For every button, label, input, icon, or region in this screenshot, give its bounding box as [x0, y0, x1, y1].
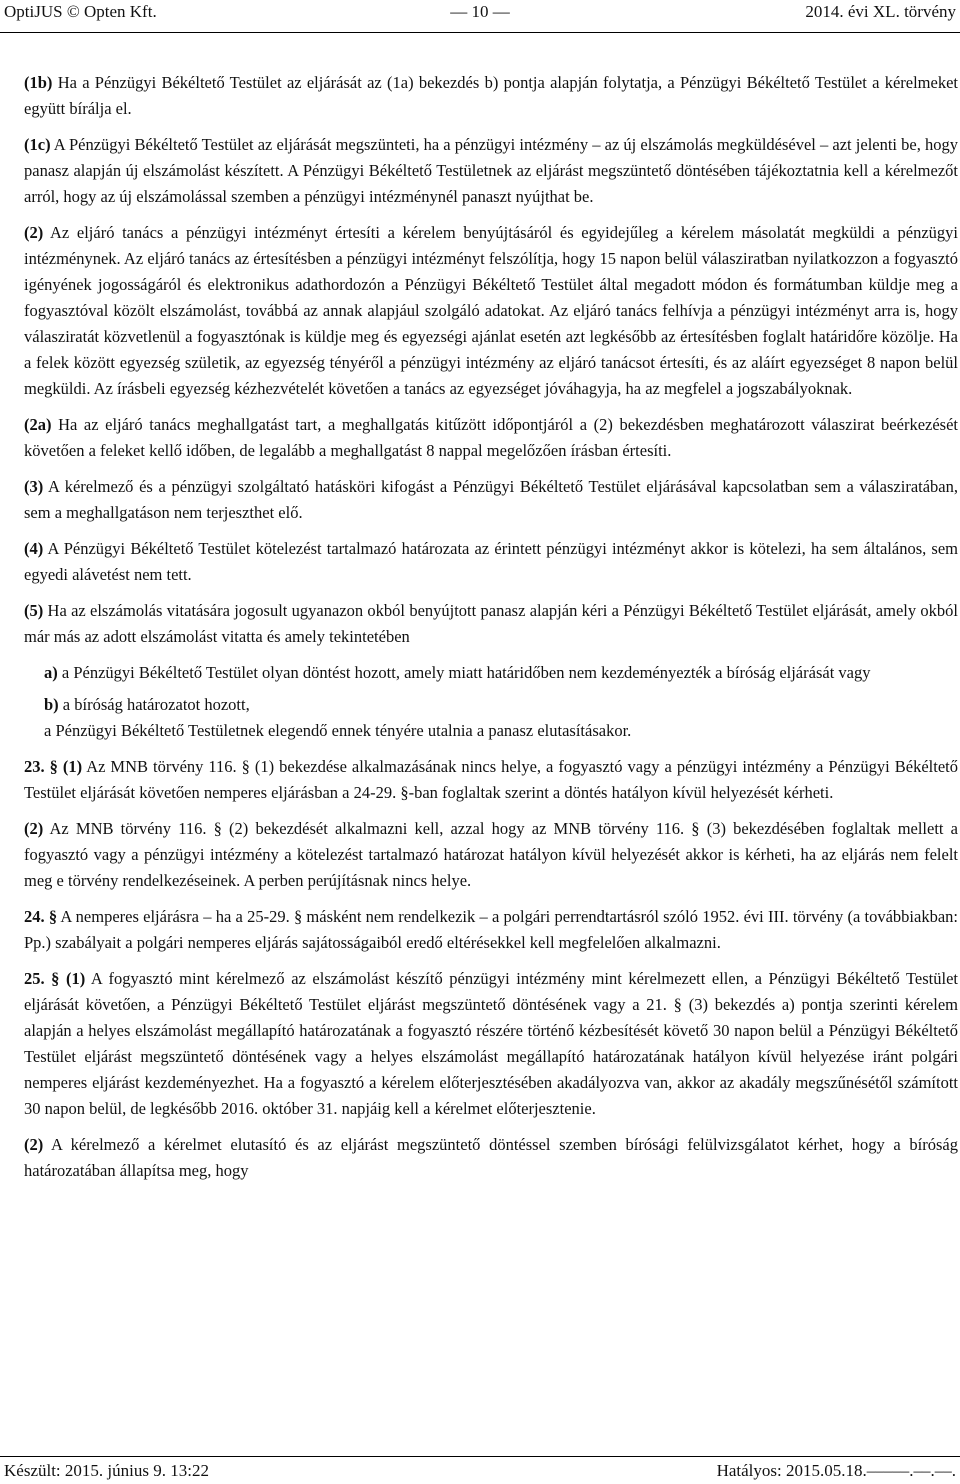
section-23-1: 23. § (1) Az MNB törvény 116. § (1) bekezdése alkalmazásának nincs helye, a fogyasztó vagy a pénzügyi intézmény a Pénzügyi Békéltető Testület eljárását követően nemperes eljárásban a 24-29. §-ban foglaltak szerint a döntés hatályon kívül helyezését kérheti. — [24, 757, 958, 802]
header-rule — [0, 32, 960, 33]
header-law-title: 2014. évi XL. törvény — [805, 2, 956, 21]
page-footer — [0, 1461, 960, 1481]
list-item-a: a) a Pénzügyi Békéltető Testület olyan döntést hozott, amely miatt határidőben nem kezdeményezték a bíróság eljárását vagy — [44, 663, 871, 682]
paragraph-3: (3) A kérelmező és a pénzügyi szolgáltató hatásköri kifogást a Pénzügyi Békéltető Testület eljárásával kapcsolatban sem a válasziratában, sem a meghallgatáson nem terjeszthet elő. — [24, 477, 958, 522]
paragraph-2: (2) Az eljáró tanács a pénzügyi intézményt értesíti a kérelem benyújtásáról és egyidejűleg a kérelem másolatát megküldi a pénzügyi intézménynek. Az eljáró tanács az értesítésben a pénzügyi intézményt felszólítja, hogy 15 napon belül válasziratban nyilatkozzon a fogyasztó igényének jogosságáról és elektronikus adathordozón a Pénzügyi Békéltető Testület által megadott módon és formátumban küldje meg a fogyasztóval közölt elszámolást, továbbá az annak alapjául szolgáló adatokat. Az eljáró tanács felhívja a pénzügyi intézményt arra is, hogy válasziratát közvetlenül a fogyasztónak is küldje meg és egyezségi ajánlat esetén azt legkésőbb az értesítésben foglalt határidőre közölje. Ha a felek között egyezség születik, az egyezség tényéről a pénzügyi intézmény az eljáró tanácsot értesíti, és az aláírt egyezséget 8 napon belül megküldi. Az írásbeli egyezség kézhezvételét követően a tanács az egyezséget jóváhagyja, ha az megfelel a jogszabályoknak. — [24, 223, 958, 398]
footer-effective: Hatályos: 2015.05.18.–––––.––.––. — [716, 1461, 956, 1480]
list-closing: a Pénzügyi Békéltető Testületnek elegendő ennek tényére utalnia a panasz elutasításakor. — [44, 721, 632, 740]
list-item-b: b) a bíróság határozatot hozott, — [44, 695, 250, 714]
header-publisher: OptiJUS © Opten Kft. — [4, 2, 157, 21]
section-25-2: (2) A kérelmező a kérelmet elutasító és az eljárást megszüntető döntéssel szemben bírósági felülvizsgálatot kérhet, hogy a bíróság határozatában állapítsa meg, hogy — [24, 1135, 958, 1180]
paragraph-2a: (2a) Ha az eljáró tanács meghallgatást tart, a meghallgatás kitűzött időpontjáról a (2) bekezdésben meghatározott válaszirat beérkezését követően a feleket kellő időben, de legalább a meghallgatást 8 nappal megelőzően írásban értesíti. — [24, 415, 958, 460]
page-number: — 10 — — [450, 2, 510, 21]
section-24: 24. § A nemperes eljárásra – ha a 25-29. § másként nem rendelkezik – a polgári perrendtartásról szóló 1952. évi III. törvény (a továbbiakban: Pp.) szabályait a polgári nemperes eljárás sajátosságaiból eredő eltérésekkel kell megfelelően alkalmazni. — [24, 907, 958, 952]
paragraph-1c: (1c) A Pénzügyi Békéltető Testület az eljárását megszünteti, ha a pénzügyi intézmény – az új elszámolás megküldésével – azt jelenti be, hogy panasz alapján új elszámolást készített. A Pénzügyi Békéltető Testületnek az eljárást megszüntető döntésében tájékoztatnia kell a kérelmezőt arról, hogy az új elszámolással szemben a pénzügyi intézménynél panaszt nyújthat be. — [24, 135, 958, 206]
document-body — [24, 70, 958, 1194]
paragraph-1b: (1b) Ha a Pénzügyi Békéltető Testület az eljárását az (1a) bekezdés b) pontja alapján folytatja, a Pénzügyi Békéltető Testület a kérelmeket együtt bírálja el. — [24, 73, 958, 118]
paragraph-5: (5) Ha az elszámolás vitatására jogosult ugyanazon okból benyújtott panasz alapján kéri a Pénzügyi Békéltető Testület eljárását, amely okból már más az adott elszámolást vitatta és amely tekintetében — [24, 601, 958, 646]
footer-created: Készült: 2015. június 9. 13:22 — [4, 1461, 209, 1480]
section-25-1: 25. § (1) A fogyasztó mint kérelmező az elszámolást készítő pénzügyi intézmény mint kérelmezett ellen, a Pénzügyi Békéltető Testület eljárását követően, a Pénzügyi Békéltető Testület eljárást megszüntető döntésének vagy a 21. § (3) bekezdés a) pontja szerinti kérelem alapján a helyes elszámolást megállapító határozatának a fogyasztó részére történő kézbesítését követő 30 napon belül a Pénzügyi Békéltető Testület eljárást megszüntető döntésének vagy a helyes elszámolást megállapító határozatának hatályon kívül helyezése iránt polgári nemperes eljárást kezdeményezhet. Ha a fogyasztó a kérelem előterjesztésében akadályozva van, akkor az akadály megszűnésétől számított 30 napon belül, de legkésőbb 2016. október 31. napjáig kell a kérelmet előterjesztenie. — [24, 969, 958, 1118]
page-header — [0, 0, 960, 30]
section-23-2: (2) Az MNB törvény 116. § (2) bekezdését alkalmazni kell, azzal hogy az MNB törvény 116. § (3) bekezdésében foglaltak mellett a fogyasztó vagy a pénzügyi intézmény a kötelezést tartalmazó határozat hatályon kívül helyezését akkor is kérheti, ha az eljárás nem felelt meg e törvény rendelkezéseinek. A perben perújításnak nincs helye. — [24, 819, 958, 890]
footer-rule — [0, 1456, 960, 1457]
paragraph-4: (4) A Pénzügyi Békéltető Testület kötelezést tartalmazó határozata az érintett pénzügyi intézményt akkor is kötelezi, ha sem általános, sem egyedi alávetést nem tett. — [24, 539, 958, 584]
